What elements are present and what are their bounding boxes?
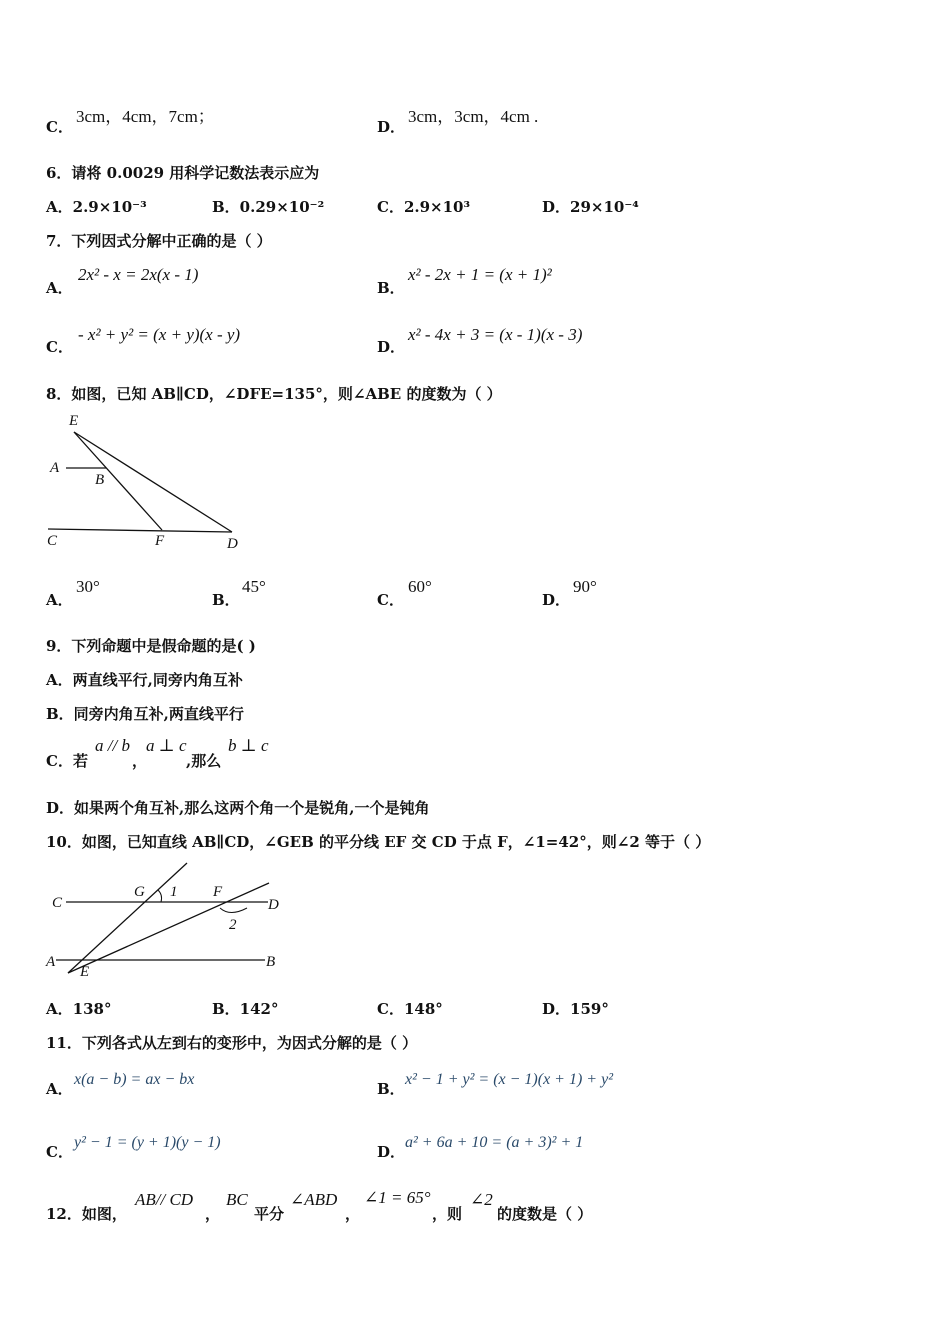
q7-option-d-expr: x² - 4x + 3 = (x - 1)(x - 3)	[408, 325, 583, 344]
q6-stem: 6．请将 0.0029 用科学记数法表示应为	[46, 164, 320, 182]
q11-stem: 11．下列各式从左到右的变形中，为因式分解的是（ ）	[46, 1034, 418, 1052]
q8-option-b-label: B．	[212, 591, 240, 609]
q8-option-c-value: 60°	[408, 577, 432, 596]
q8-option-c-label: C．	[377, 591, 404, 609]
q10-label-d: D	[268, 897, 279, 913]
q9-option-a: A．两直线平行,同旁内角互补	[46, 671, 243, 689]
q12-sep-2: ，	[345, 1205, 361, 1223]
q9-option-c-math2: a ⊥ c	[146, 736, 187, 755]
q8-stem: 8．如图，已知 AB∥CD，∠DFE=135°，则∠ABE 的度数为（ ）	[46, 385, 502, 403]
q12-stem-suffix: 的度数是（ ）	[497, 1205, 593, 1223]
q6-option-a: A．2.9×10⁻³	[46, 198, 147, 216]
q6-option-c: C．2.9×10³	[377, 198, 471, 216]
q8-line-cd	[48, 529, 232, 532]
q5-option-d-expr: 3cm，3cm，4cm .	[408, 107, 539, 126]
q10-option-d: D．159°	[542, 1000, 609, 1018]
q8-option-d-label: D．	[542, 591, 571, 609]
q9-option-c-sep: ，	[132, 752, 148, 770]
q5-option-d-label: D．	[377, 118, 406, 136]
q10-label-2: 2	[229, 917, 237, 933]
q9-option-c-math3: b ⊥ c	[228, 736, 269, 755]
q8-label-e: E	[69, 413, 79, 429]
q8-option-a-label: A．	[46, 591, 73, 609]
q11-option-b-expr: x² − 1 + y² = (x − 1)(x + 1) + y²	[405, 1071, 613, 1088]
q12-sep-1: ，	[205, 1205, 221, 1223]
q10-label-b: B	[266, 954, 276, 970]
q7-option-b-expr: x² - 2x + 1 = (x + 1)²	[408, 265, 552, 284]
q6-option-b: B．0.29×10⁻²	[212, 198, 325, 216]
q10-angle1-arc	[158, 890, 162, 902]
q10-option-a: A．138°	[46, 1000, 112, 1018]
q10-label-c: C	[52, 895, 63, 911]
q12-text-bisects: 平分	[254, 1205, 285, 1223]
q10-label-g: G	[134, 884, 145, 900]
q8-option-a-value: 30°	[76, 577, 100, 596]
q11-option-d-expr: a² + 6a + 10 = (a + 3)² + 1	[405, 1134, 584, 1151]
q11-option-a-label: A．	[46, 1080, 73, 1098]
q10-figure	[40, 855, 300, 985]
q10-option-b: B．142°	[212, 1000, 279, 1018]
q9-option-d: D．如果两个角互补,那么这两个角一个是锐角,一个是钝角	[46, 799, 430, 817]
q9-option-c-math1: a // b	[95, 736, 130, 755]
q10-line-eg	[68, 863, 187, 973]
q7-option-c-label: C．	[46, 338, 73, 356]
q8-label-f: F	[155, 533, 165, 549]
q11-option-b-label: B．	[377, 1080, 405, 1098]
q12-math-ab-parallel-cd: AB// CD	[135, 1190, 194, 1209]
q11-option-c-label: C．	[46, 1143, 73, 1161]
q7-option-d-label: D．	[377, 338, 406, 356]
q10-label-f: F	[213, 884, 223, 900]
q7-option-a-label: A．	[46, 279, 73, 297]
q10-angle2-arc	[220, 908, 247, 913]
q7-stem: 7．下列因式分解中正确的是（ ）	[46, 232, 272, 250]
q11-option-a-expr: x(a − b) = ax − bx	[74, 1071, 195, 1088]
q8-label-b: B	[95, 472, 105, 488]
q11-option-c-expr: y² − 1 = (y + 1)(y − 1)	[74, 1134, 221, 1151]
q8-label-c: C	[47, 533, 58, 549]
q6-option-d: D．29×10⁻⁴	[542, 198, 639, 216]
q12-math-angle2: ∠2	[470, 1190, 493, 1209]
q10-option-c: C．148°	[377, 1000, 443, 1018]
q9-option-c-then: ,那么	[186, 752, 222, 770]
q10-stem: 10．如图，已知直线 AB∥CD，∠GEB 的平分线 EF 交 CD 于点 F，∠1=42°，则∠2 等于（ ）	[46, 833, 711, 851]
q7-option-b-label: B．	[377, 279, 405, 297]
q12-stem-prefix: 12．如图，	[46, 1205, 127, 1223]
q8-line-ef	[74, 432, 162, 530]
q8-option-b-value: 45°	[242, 577, 266, 596]
q12-math-angle1: ∠1 = 65°	[364, 1188, 431, 1207]
q8-label-a: A	[50, 460, 60, 476]
q10-label-e: E	[80, 964, 90, 980]
q12-text-then: ，则	[432, 1205, 463, 1223]
q10-label-a: A	[46, 954, 56, 970]
q9-option-b: B．同旁内角互补,两直线平行	[46, 705, 244, 723]
q5-option-c-label: C．	[46, 118, 73, 136]
q11-option-d-label: D．	[377, 1143, 406, 1161]
q12-math-angle-abd: ∠ABD	[290, 1190, 338, 1209]
q9-option-c-label: C．若	[46, 752, 88, 770]
q7-option-c-expr: - x² + y² = (x + y)(x - y)	[78, 325, 241, 344]
q9-stem: 9．下列命题中是假命题的是( )	[46, 637, 256, 655]
q7-option-a-expr: 2x² - x = 2x(x - 1)	[78, 265, 199, 284]
q8-option-d-value: 90°	[573, 577, 597, 596]
q8-figure	[40, 408, 260, 558]
q12-math-bc: BC	[226, 1190, 248, 1209]
q8-label-d: D	[227, 536, 238, 552]
q5-option-c-expr: 3cm，4cm，7cm；	[76, 107, 215, 126]
q10-label-1: 1	[170, 884, 178, 900]
